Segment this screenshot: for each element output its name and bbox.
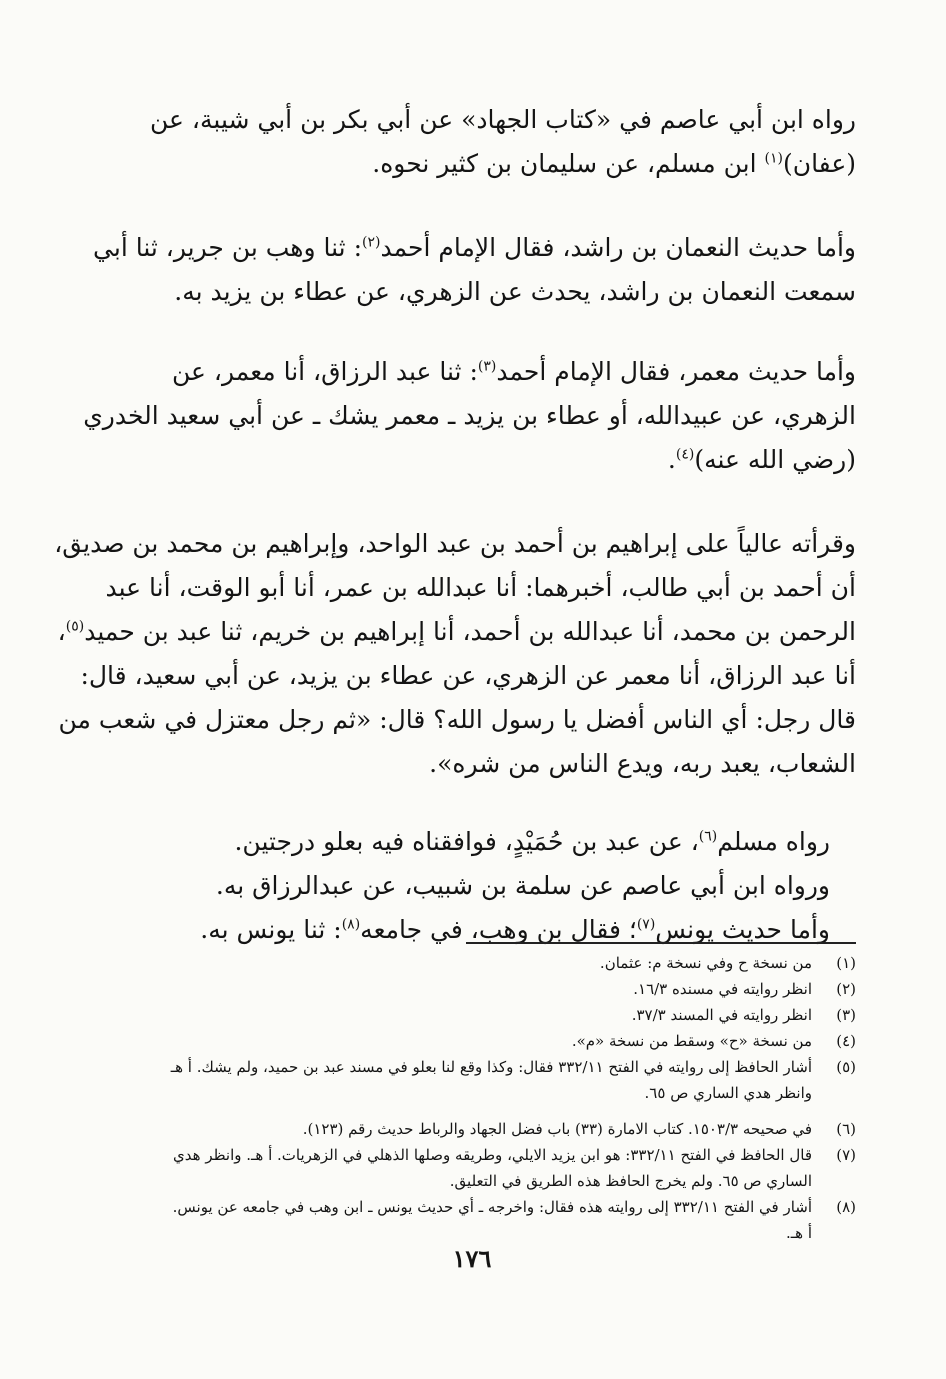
footnote-item [88, 950, 856, 976]
footnotes [88, 950, 856, 1246]
text-line [88, 142, 856, 186]
paragraph-1 [88, 98, 856, 186]
footnote-line: انظر روايته في مسنده ١٦/٣. [633, 980, 812, 998]
text-line: سمعت النعمان بن راشد، يحدث عن الزهري، عن عطاء بن يزيد به. [174, 277, 856, 306]
text-segment: الرحمن بن محمد، أنا عبدالله بن أحمد، أنا إبراهيم بن خريم، ثنا عبد بن حميد [84, 617, 856, 646]
text-segment: وأما حديث معمر، فقال الإمام أحمد [496, 357, 856, 386]
footnote-line: في صحيحه ١٥٠٣/٣. كتاب الامارة (٣٣) باب فضل الجهاد والرباط حديث رقم (١٢٣). [302, 1120, 812, 1138]
text-line [88, 908, 830, 952]
text-line: الزهري، عن عبيدالله، أو عطاء بن يزيد ـ معمر يشك ـ عن أبي سعيد الخدري [83, 401, 856, 430]
text-segment: ، [57, 617, 66, 646]
footnote-line: الساري ص ٦٥. ولم يخرج الحافظ هذه الطريق في التعليق. [449, 1172, 812, 1190]
text-line: أنا عبد الرزاق، أنا معمر عن الزهري، عن عطاء بن يزيد، عن أبي سعيد، قال: [80, 661, 856, 690]
footnote-text [88, 1116, 812, 1142]
footnote-number: (٥) [836, 1058, 856, 1076]
footnote-text [88, 950, 812, 976]
paragraph-5 [88, 820, 856, 952]
footnote-line: من نسخة «ح» وسقط من نسخة «م». [571, 1032, 812, 1050]
text-segment: ؛ فقال بن وهب، في جامعه [360, 915, 637, 944]
text-segment: ، عن عبد بن حُمَيْدٍ، فوافقناه فيه بعلو درجتين. [234, 827, 699, 856]
footnote-item [88, 976, 856, 1002]
footnote-divider [466, 942, 856, 944]
footnote-ref: (٢) [362, 234, 381, 251]
text-segment: . [667, 445, 676, 474]
footnote-number: (٣) [836, 1006, 856, 1024]
footnote-item [88, 1142, 856, 1194]
paragraph-3 [83, 350, 856, 482]
footnote-item [88, 1194, 856, 1246]
text-segment: : ثنا وهب بن جرير، ثنا أبي [93, 233, 362, 262]
text-line: الشعاب، يعبد ربه، ويدع الناس من شره». [429, 749, 856, 778]
footnote-ref: (٨) [341, 916, 361, 933]
footnote-line: وانظر هدي الساري ص ٦٥. [644, 1084, 812, 1102]
footnote-text [88, 976, 812, 1002]
text-segment: وأما حديث النعمان بن راشد، فقال الإمام أحمد [380, 233, 856, 262]
footnote-ref: (٣) [477, 358, 497, 375]
page-number: ١٧٦ [452, 1244, 492, 1273]
footnote-line: أ هـ. [785, 1224, 812, 1242]
text-line: قال رجل: أي الناس أفضل يا رسول الله؟ قال: «ثم رجل معتزل في شعب من [58, 705, 856, 734]
footnote-number: (٢) [836, 980, 856, 998]
footnote-item [88, 1028, 856, 1054]
text-segment: : ثنا عبد الرزاق، أنا معمر، عن [171, 357, 478, 386]
footnote-item [88, 1002, 856, 1028]
footnote-ref: (٧) [636, 916, 656, 933]
footnote-line: أشار في الفتح ٣٣٢/١١ إلى روايته هذه فقال: واخرجه ـ أي حديث يونس ـ ابن وهب في جامعه عن يونس. [172, 1198, 812, 1216]
footnote-line: أشار الحافظ إلى روايته في الفتح ٣٣٢/١١ فقال: وكذا وقع لنا بعلو في مسند عبد بن حميد، ولم يشك. أ هـ [170, 1058, 812, 1076]
footnote-ref: (٦) [698, 828, 718, 845]
footnote-line: قال الحافظ في الفتح ٣٣٢/١١: هو ابن يزيد الايلي، وطريقه وصلها الذهلي في الزهريات. أ هـ. وانظر هدي [173, 1146, 812, 1164]
text-line [88, 226, 856, 270]
text-line: أن أحمد بن أبي طالب، أخبرهما: أنا عبدالله بن عمر، أنا أبو الوقت، أنا عبد [105, 573, 856, 602]
text-line [88, 820, 830, 864]
footnote-text [88, 1142, 812, 1194]
footnote-text [88, 1002, 812, 1028]
footnote-ref: (١) [764, 150, 783, 167]
text-segment: وأما حديث يونس [655, 915, 830, 944]
text-segment: : ثنا يونس به. [200, 915, 342, 944]
text-line: ورواه ابن أبي عاصم عن سلمة بن شبيب، عن عبدالرزاق به. [215, 871, 830, 900]
text-line [88, 438, 856, 482]
footnote-ref: (٤) [675, 446, 695, 463]
footnote-number: (٨) [836, 1198, 856, 1216]
text-segment: (عفان) [782, 149, 856, 178]
footnote-item [88, 1054, 856, 1106]
paragraph-4 [54, 522, 856, 786]
paragraph-2 [88, 226, 856, 314]
footnote-number: (٧) [836, 1146, 856, 1164]
footnote-number: (٤) [836, 1032, 856, 1050]
footnote-item [88, 1116, 856, 1142]
footnote-text [88, 1028, 812, 1054]
footnote-line: من نسخة ح وفي نسخة م: عثمان. [599, 954, 812, 972]
footnote-ref: (٥) [65, 618, 85, 635]
footnote-number: (١) [836, 954, 856, 972]
footnote-line: انظر روايته في المسند ٣٧/٣. [631, 1006, 812, 1024]
text-segment: ابن مسلم، عن سليمان بن كثير نحوه. [372, 149, 765, 178]
text-line [88, 350, 856, 394]
text-line: وقرأته عالياً على إبراهيم بن أحمد بن عبد الواحد، وإبراهيم بن محمد بن صديق، [54, 529, 856, 558]
footnote-number: (٦) [836, 1120, 856, 1138]
text-segment: (رضي الله عنه) [694, 445, 856, 474]
text-segment: رواه مسلم [717, 827, 830, 856]
footnote-text [88, 1054, 812, 1106]
footnote-text [88, 1194, 812, 1246]
text-line: رواه ابن أبي عاصم في «كتاب الجهاد» عن أبي بكر بن أبي شيبة، عن [150, 105, 856, 134]
document-page [54, 96, 856, 1356]
text-line [57, 610, 856, 654]
